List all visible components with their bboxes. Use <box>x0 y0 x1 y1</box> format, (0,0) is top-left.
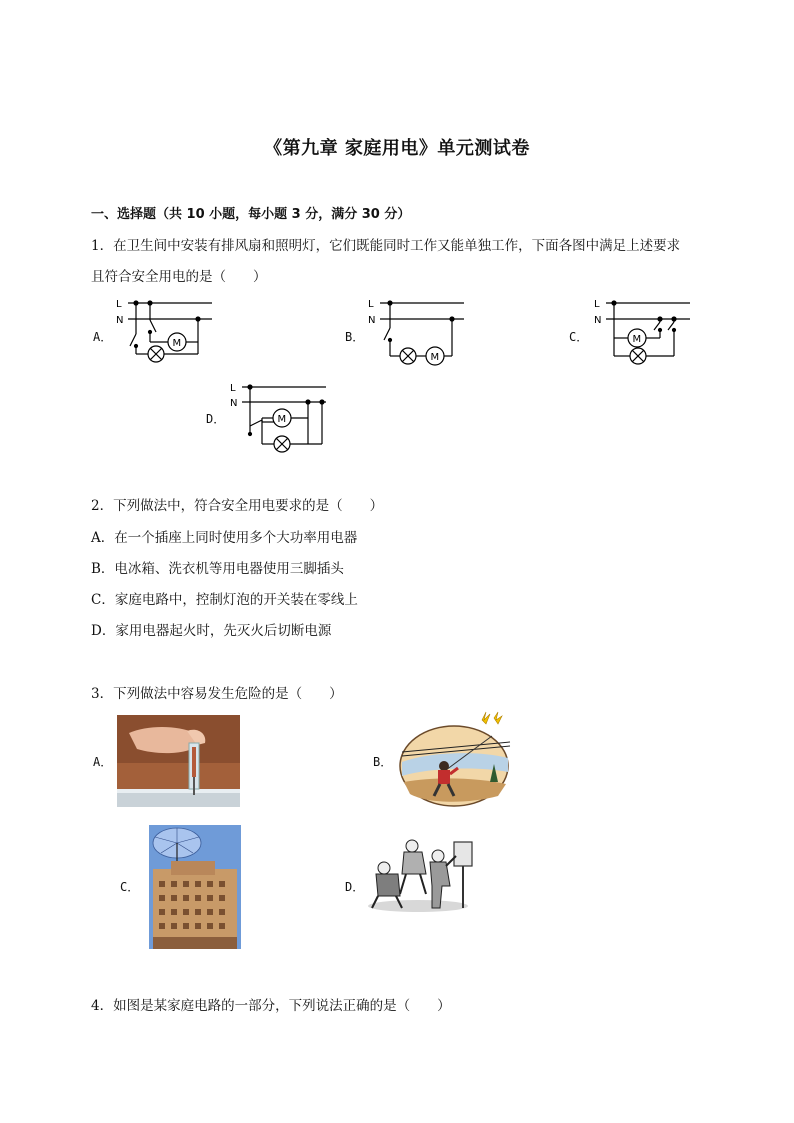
circuit-diagram-c <box>588 294 698 370</box>
neutral-wire-label: N <box>594 315 602 326</box>
circuit-diagram-b <box>362 294 472 370</box>
q2-stem: 2．下列做法中，符合安全用电要求的是（ ） <box>91 498 384 514</box>
kite-near-power-lines-illustration <box>398 712 513 808</box>
live-wire-label: L <box>594 299 600 310</box>
live-wire-label: L <box>368 299 374 310</box>
q3-stem: 3．下列做法中容易发生危险的是（ ） <box>91 686 343 702</box>
motor-symbol-label: M <box>632 334 642 345</box>
circuit-diagram-a <box>110 294 220 370</box>
neutral-wire-label: N <box>368 315 376 326</box>
test-pen-photo <box>117 715 240 807</box>
neutral-wire-label: N <box>116 315 124 326</box>
circuit-diagram-d <box>224 378 334 458</box>
q2-option-d: D．家用电器起火时，先灭火后切断电源 <box>91 623 332 639</box>
q2-option-b: B．电冰箱、洗衣机等用电器使用三脚插头 <box>91 561 344 577</box>
q1-option-c-label: C． <box>569 330 589 344</box>
q3-option-c-label: C． <box>120 880 140 894</box>
q1-stem-line2: 且符合安全用电的是（ ） <box>91 269 267 285</box>
q1-option-d-label: D． <box>206 412 226 426</box>
q1-option-b-label: B． <box>345 330 365 344</box>
live-wire-label: L <box>116 299 122 310</box>
q3-option-b-label: B． <box>373 755 393 769</box>
motor-symbol-label: M <box>430 352 440 363</box>
neutral-wire-label: N <box>230 398 238 409</box>
page-title: 《第九章 家庭用电》单元测试卷 <box>264 138 530 159</box>
q2-option-a: A．在一个插座上同时使用多个大功率用电器 <box>91 530 358 546</box>
q1-stem-line1: 1．在卫生间中安装有排风扇和照明灯，它们既能同时工作又能单独工作，下面各图中满足上述要求 <box>91 238 681 254</box>
electric-shock-rescue-illustration <box>368 834 478 916</box>
live-wire-label: L <box>230 383 236 394</box>
q4-stem: 4．如图是某家庭电路的一部分，下列说法正确的是（ ） <box>91 998 451 1014</box>
building-lightning-rod-photo <box>149 825 241 949</box>
q3-option-a-label: A． <box>93 755 113 769</box>
q3-option-d-label: D． <box>345 880 365 894</box>
q1-option-a-label: A． <box>93 330 113 344</box>
motor-symbol-label: M <box>172 338 182 349</box>
q2-option-c: C．家庭电路中，控制灯泡的开关装在零线上 <box>91 592 358 608</box>
section-heading: 一、选择题（共 10 小题，每小题 3 分，满分 30 分） <box>91 207 411 222</box>
motor-symbol-label: M <box>277 414 287 425</box>
